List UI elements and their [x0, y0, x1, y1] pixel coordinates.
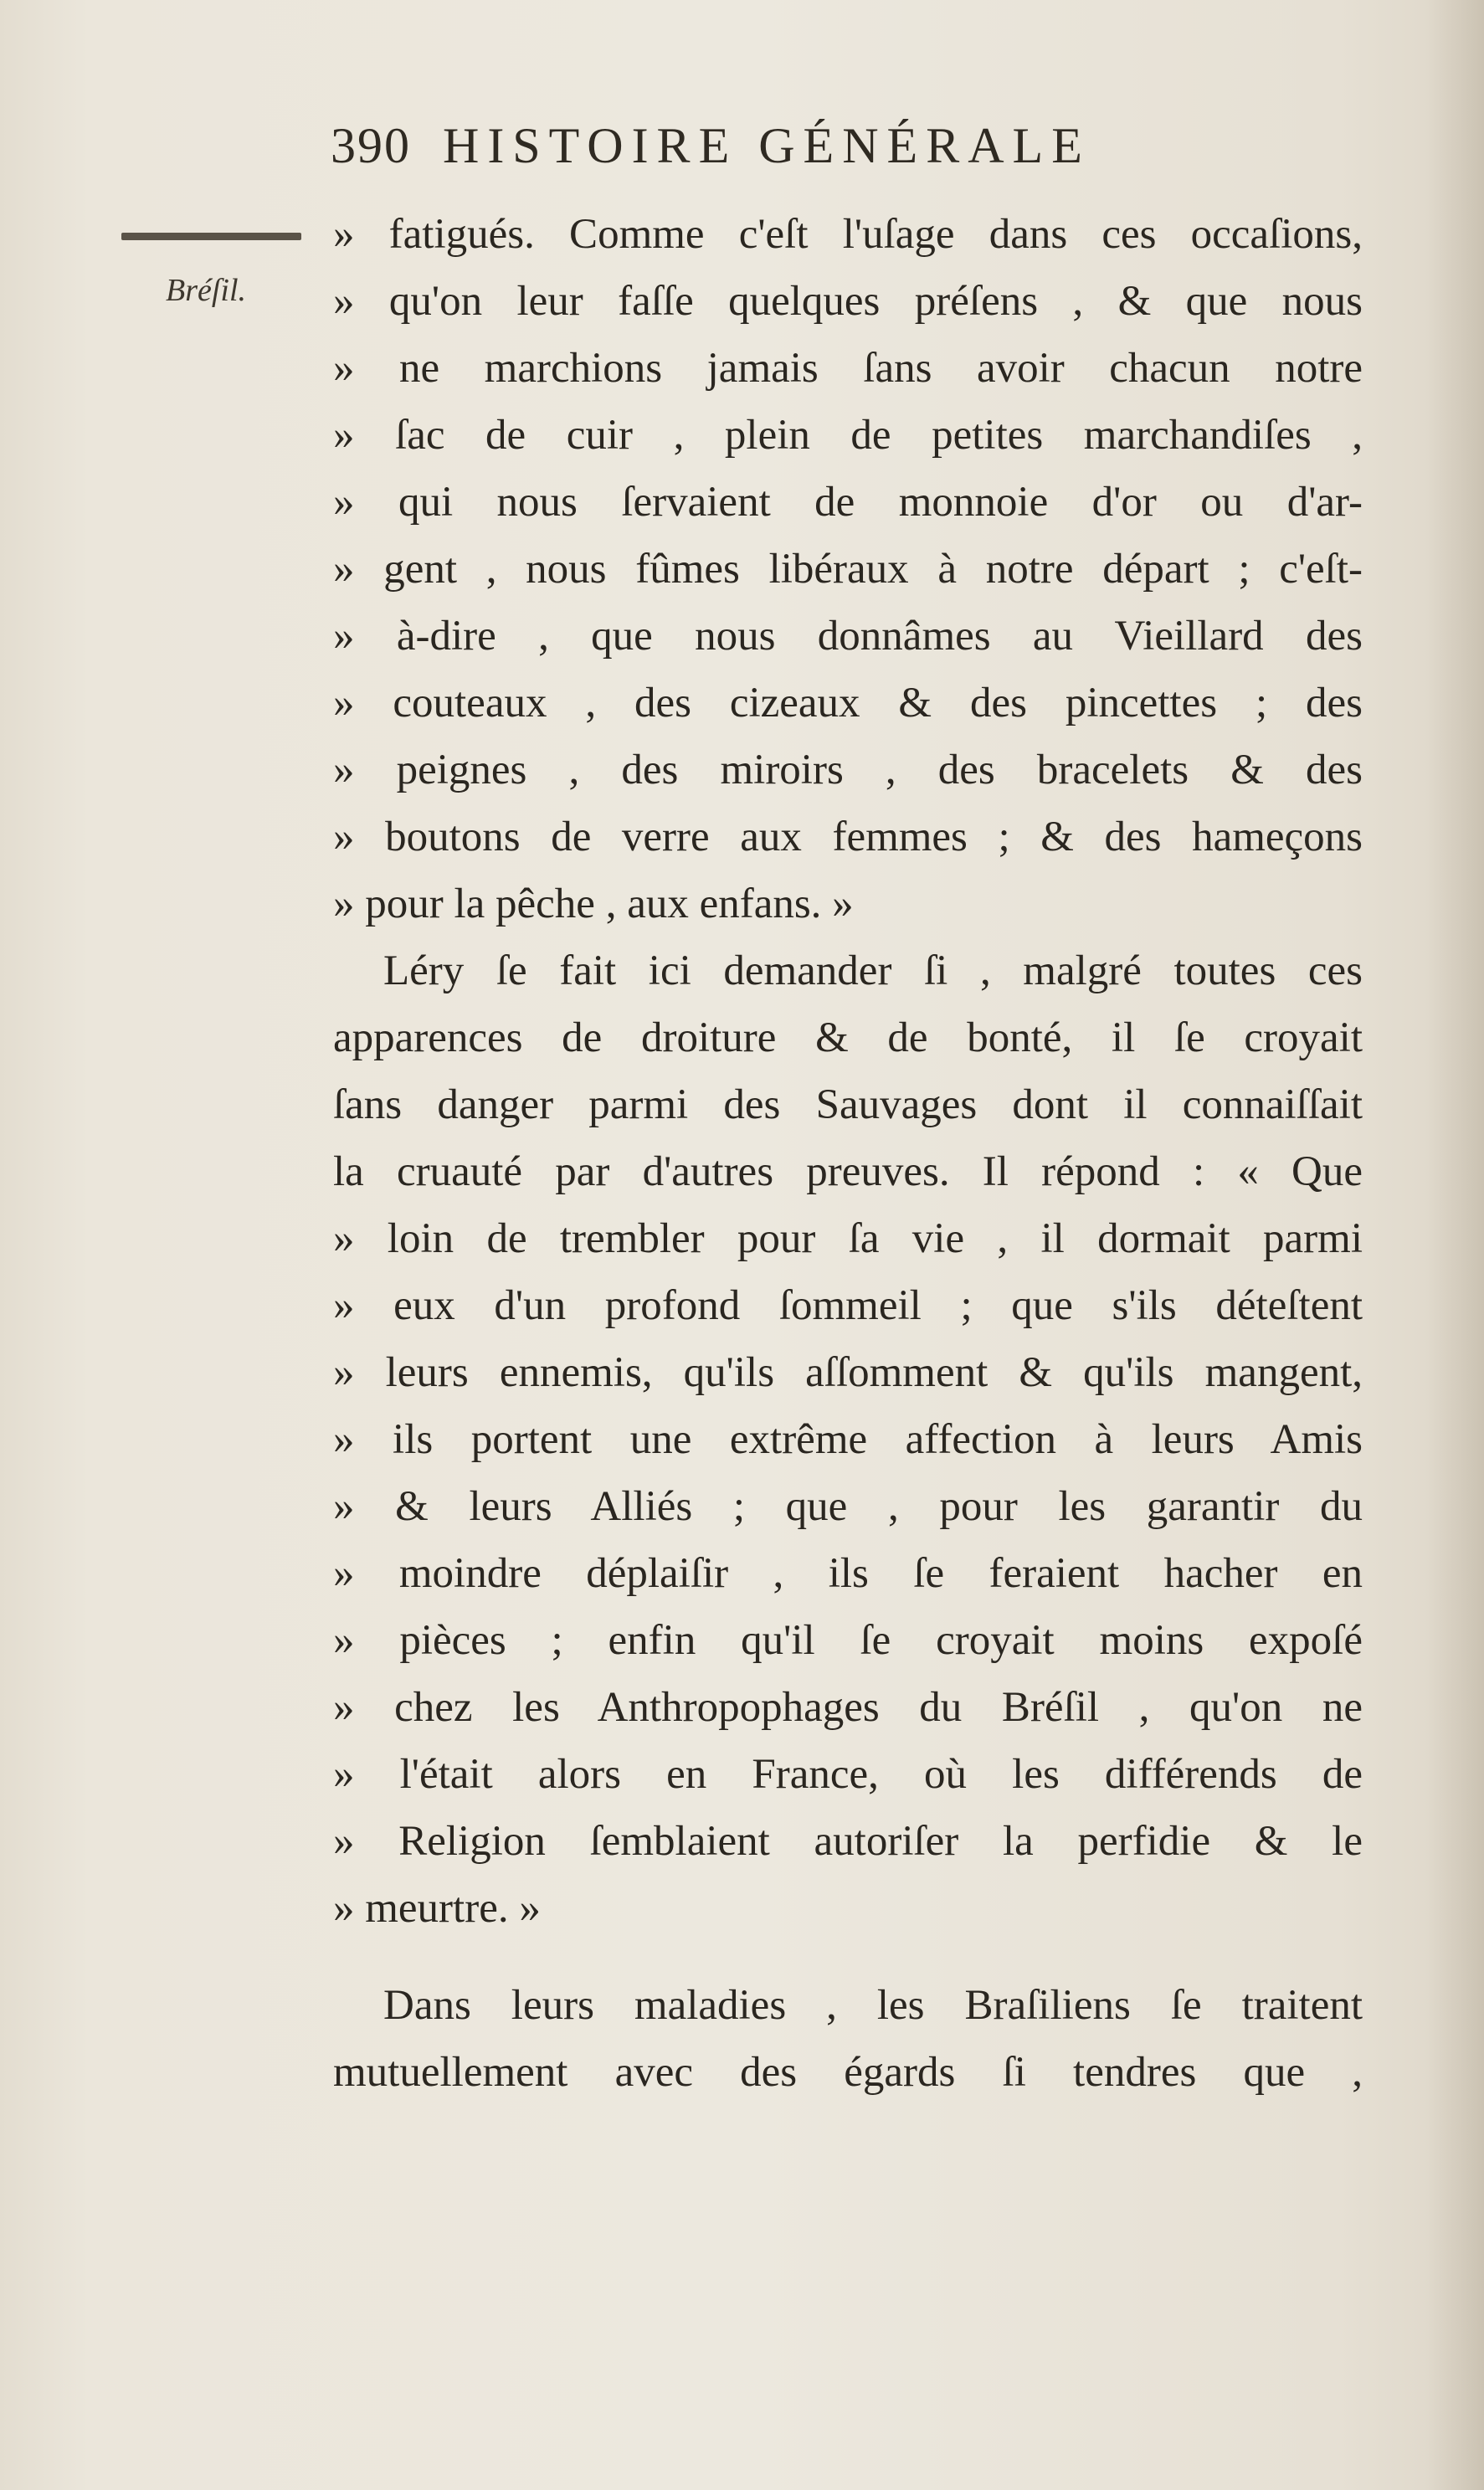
text-line: » pièces ; enfin qu'il ſe croyait moins expoſé [333, 1617, 1363, 1664]
paragraph-2 [333, 937, 1363, 1942]
running-title: HISTOIRE GÉNÉRALE [443, 118, 1091, 173]
text-line: » loin de trembler pour ſa vie , il dormait parmi [333, 1215, 1363, 1262]
margin-note: Bréſil. [166, 273, 247, 308]
page-number: 390 [331, 118, 411, 173]
text-line: » chez les Anthropophages du Bréſil , qu'on ne [333, 1684, 1363, 1731]
text-line: Dans leurs maladies , les Braſiliens ſe traitent [383, 1982, 1363, 2029]
text-line: » moindre déplaiſir , ils ſe feraient hacher en [333, 1550, 1363, 1597]
text-line: » & leurs Alliés ; que , pour les garantir du [333, 1483, 1363, 1530]
paragraph-3 [333, 1972, 1363, 2106]
text-line: » ils portent une extrême affection à leurs Amis [333, 1416, 1363, 1463]
margin-rule [121, 233, 301, 240]
text-line: » gent , nous fûmes libéraux à notre départ ; c'eſt- [333, 546, 1363, 593]
binding-shadow [1425, 0, 1484, 2490]
text-line: » boutons de verre aux femmes ; & des hameçons [333, 814, 1363, 860]
body-text [333, 201, 1363, 2106]
text-line: » eux d'un profond ſommeil ; que s'ils déteſtent [333, 1282, 1363, 1329]
text-line: » fatigués. Comme c'eſt l'uſage dans ces occaſions, [333, 211, 1363, 258]
text-line: » pour la pêche , aux enfans. » [333, 880, 854, 927]
text-line: » peignes , des miroirs , des bracelets & des [333, 747, 1363, 793]
text-line: Léry ſe fait ici demander ſi , malgré toutes ces [383, 947, 1363, 994]
text-line: » couteaux , des cizeaux & des pincettes ; des [333, 680, 1363, 726]
paragraph-gap [333, 1942, 1363, 1972]
running-header [331, 117, 1091, 184]
paragraph-1 [333, 201, 1363, 937]
text-line: » Religion ſemblaient autoriſer la perfidie & le [333, 1818, 1363, 1865]
text-line: » ſac de cuir , plein de petites marchandiſes , [333, 412, 1363, 459]
text-line: » leurs ennemis, qu'ils aſſomment & qu'ils mangent, [333, 1349, 1363, 1396]
text-line: » ne marchions jamais ſans avoir chacun notre [333, 345, 1363, 392]
text-line: ſans danger parmi des Sauvages dont il connaiſſait [333, 1081, 1363, 1128]
text-line: » l'était alors en France, où les différends de [333, 1751, 1363, 1798]
text-line: mutuellement avec des égards ſi tendres que , [333, 2049, 1363, 2096]
text-line: » à-dire , que nous donnâmes au Vieillard des [333, 613, 1363, 660]
text-line: la cruauté par d'autres preuves. Il répond : « Que [333, 1148, 1363, 1195]
text-line: » qu'on leur faſſe quelques préſens , & que nous [333, 278, 1363, 325]
text-line: » qui nous ſervaient de monnoie d'or ou d'ar- [333, 479, 1363, 526]
text-line: » meurtre. » [333, 1885, 541, 1932]
text-line: apparences de droiture & de bonté, il ſe croyait [333, 1014, 1363, 1061]
